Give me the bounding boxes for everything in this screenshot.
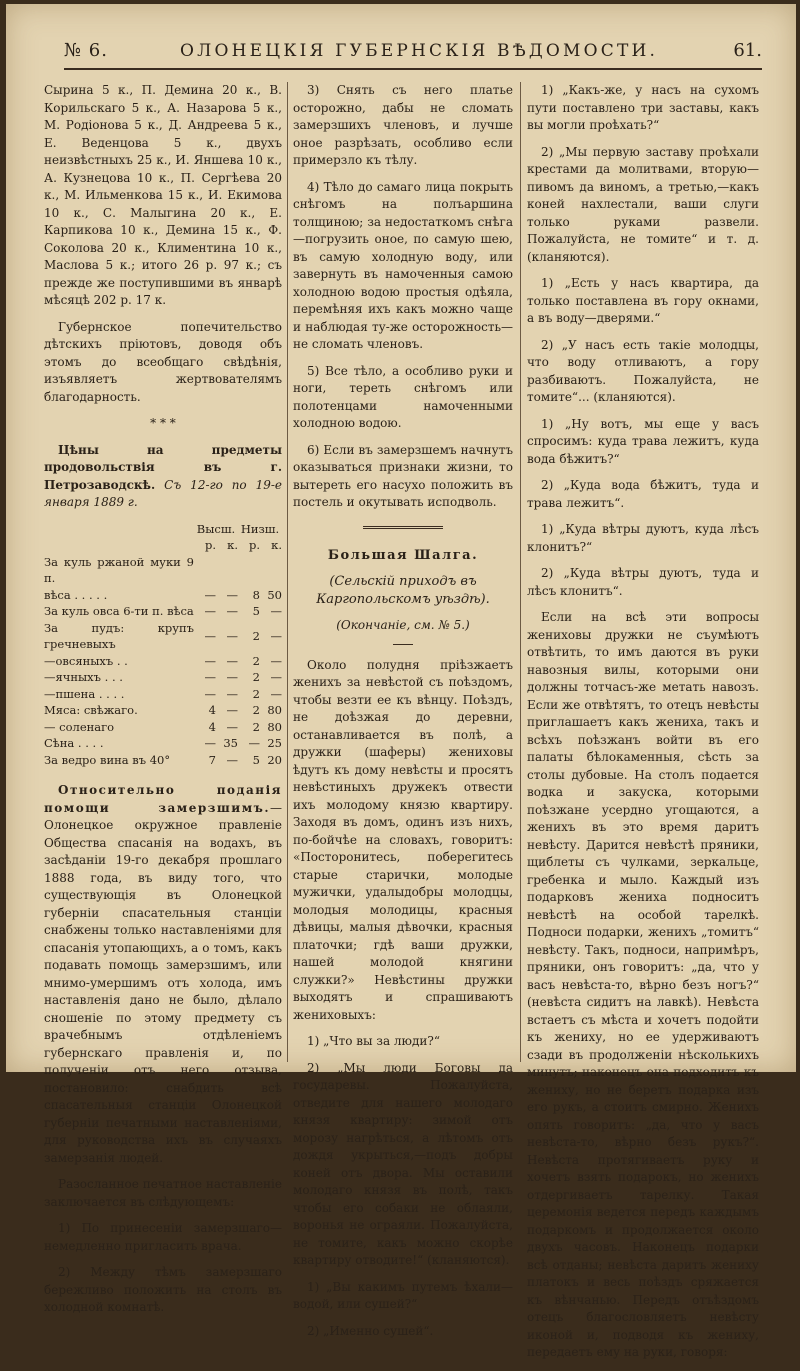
low-kop: — <box>270 628 282 643</box>
dialogue-line: 1) „Какъ-же, у насъ на сухомъ пути поставлено три заставы, какъ вы могли проѣхать?“ <box>527 83 759 132</box>
high-kop: — <box>226 653 238 668</box>
high-rub: 4 <box>208 703 216 717</box>
prices-heading <box>44 442 282 512</box>
price-row <box>44 752 282 769</box>
high-kop: — <box>226 604 238 618</box>
header-rule <box>64 68 762 70</box>
price-item: За пудъ: крупъ гречневыхъ <box>44 620 194 651</box>
short-divider <box>393 644 413 645</box>
price-row <box>44 669 282 686</box>
story-paragraph: Около полудня пріѣзжаетъ женихъ за невѣстой съ поѣздомъ, чтобы везти ее къ вѣнцу. Поѣздъ, не доѣзжая до деревни, останавливается въ полѣ, а дружки (шаферы) жениховы ѣдутъ къ дому невѣсты и просятъ невѣстиныхъ дружекъ отвести ихъ молодому князю квартиру. Заходя въ домъ, одинъ изъ нихъ, по-бойчѣе на словахъ, говоритъ: «Посторонитесь, поберегитесь старые старички, молодые мужички, удалыдобры молодцы, молодыя молодицы, красныя дѣвицы, малыя дѣвочки, красныя платочки; гдѣ ваши дружки, нашей молодой княгини служки?» Невѣстины дружки выходятъ и спрашиваютъ жениховыхъ: <box>293 657 513 1022</box>
price-item: —ячныхъ . . . <box>44 670 123 684</box>
low-rub: 5 <box>252 752 260 767</box>
instruction-1: 1) По принесеніи замерзшаго—немедленно пригласить врача. <box>44 1221 282 1253</box>
low-kop: 20 <box>267 752 282 767</box>
high-rub <box>194 554 216 587</box>
high-kop: — <box>226 686 238 701</box>
prices-title: Цѣны на предметы продовольствія въ г. Петрозаводскѣ. <box>44 442 282 492</box>
price-item: — соленаго <box>44 719 115 734</box>
low-kop: — <box>270 653 282 668</box>
help-text: —Олонецкое окружное правленіе Общества спасанія на водахъ, въ засѣданіи 19-го декабря прошлаго 1888 года, въ виду того, что существующія въ Олонецкой губерніи спасательныя станціи снабжены только наставленіями для спасанія утопающихъ, а о томъ, какъ подавать помощь замерзшимъ, или мнимо-умершимъ отъ холода, имъ наставленія дано не было, дѣлало сношеніе по этому предмету съ врачебнымъ отдѣленіемъ губернскаго правленія и, по полученіи отъ него отзыва, постановило: снабдить всѣ спасательныя станціи Олонецкой губерніи печатными наставленіями, для руководства ихъ въ случаяхъ замерзанія людей. <box>44 800 282 1165</box>
issue-number: № 6. <box>64 40 108 61</box>
help-title: Относительно поданія помощи замерзшимъ. <box>44 783 282 815</box>
column-2 <box>293 82 513 1349</box>
price-item: —пшена . . . . <box>44 686 125 701</box>
dialogue-line: 1) „Есть у насъ квартира, да только поставлена въ гору окнами, а въ воду—дверями.“ <box>527 276 759 325</box>
high-rub: — <box>204 604 216 618</box>
low-rub: 2 <box>252 653 260 668</box>
dialogue-line: 2) „Мы первую заставу проѣхали крестами да молитвами, вторую—пивомъ да виномъ, а третью,—какъ коней нахлестали, ваши слуги только руками развели. Пожалуйста, не томите“ и т. д. (кланяются). <box>527 144 759 264</box>
low-kop: 25 <box>267 736 282 750</box>
high-kop: 35 <box>223 736 238 750</box>
section-stars: * * * <box>150 416 176 430</box>
high-header: Высш. <box>196 521 236 536</box>
instruction-5: 5) Все тѣло, а особливо руки и ноги, тереть снѣгомъ или полотенцами намоченными холодною водою. <box>293 363 513 430</box>
page-header <box>30 38 770 74</box>
dialogue-line: 2) „У насъ есть такіе молодцы, что воду отливаютъ, а гору разбиваютъ. Пожалуйста, не томите“... (кланяются). <box>527 337 759 404</box>
low-kop: 50 <box>267 587 282 602</box>
instruction-4: 4) Тѣло до самаго лица покрыть снѣгомъ на полъаршина толщиною; за недостаткомъ снѣга—погрузить оное, по самую шею, въ самую холодную воду, или завернуть въ намоченныя самою холодною водою простыя одѣяла, перемѣняя ихъ какъ можно чаще и наблюдая ту-же осторожность—не сломать членовъ. <box>293 179 513 351</box>
high-rub: 7 <box>208 752 216 767</box>
instruction-6: 6) Если въ замерзшемъ начнутъ оказываться признаки жизни, то вытереть его насухо положить въ постель и окутывать исподволь. <box>293 442 513 509</box>
high-rub: — <box>204 628 216 643</box>
donor-list: Сырина 5 к., П. Демина 20 к., В. Корильскаго 5 к., А. Назарова 5 к., М. Родіонова 5 к., Д. Андреева 5 к., Е. Веденцова 5 к., двухъ неизвѣстныхъ 25 к., И. Яншева 10 к., А. Кузнецова 10 к., П. Сергѣева 20 к., М. Ильменкова 15 к., И. Екимова 10 к., С. Малыгина 20 к., Е. Карпикова 10 к., Демина 15 к., Ф. Соколова 20 к., Климентина 10 к., Маслова 5 к.; итого 26 р. 97 к.; съ прежде же поступившими въ январѣ мѣсяцѣ 202 р. 17 к. <box>44 83 282 307</box>
instruction-3: 3) Снять съ него платье осторожно, дабы не сломать замерзшихъ членовъ, и лучше оное разрѣзать, особливо если примерзло къ тѣлу. <box>293 83 513 167</box>
newspaper-title: ОЛОНЕЦКІЯ ГУБЕРНСКІЯ ВѢДОМОСТИ. <box>180 41 659 61</box>
dialogue-line: 1) „Куда вѣтры дуютъ, куда лѣсъ клонитъ?“ <box>527 522 759 554</box>
story-title: Большая Шалга. <box>327 547 479 563</box>
dialogue-line: 1) „Ну вотъ, мы еще у васъ спросимъ: куда трава лежитъ, куда вода бѣжитъ?“ <box>527 416 759 466</box>
price-units-row <box>44 537 282 554</box>
price-item: Мяса: свѣжаго. <box>44 703 138 717</box>
dialogue-line: 2) „Куда вѣтры дуютъ, туда и лѣсъ клонитъ“. <box>527 566 759 598</box>
high-kop: — <box>226 587 238 602</box>
low-header: Низш. <box>240 521 280 536</box>
low-kop: — <box>270 686 282 701</box>
price-item: вѣса . . . . . <box>44 587 108 602</box>
column-1 <box>44 82 282 1326</box>
story-subtitle: (Сельскій приходъ въ Каргопольскомъ уѣздѣ). <box>316 574 490 607</box>
low-kop: — <box>270 670 282 684</box>
price-item: Сѣна . . . . <box>44 736 104 750</box>
dialogue-line: 2) „Мы люди Боговы да государевы. Пожалуйста, отведите для нашего молодаго князя квартиру: зимой отъ морозу нагрѣться, а лѣтомъ отъ дождя укрыться,—подъ добры коней отъ двора. Мы оставили молодаго князя въ полѣ, такъ чтобы его собаки не облаяли, воронья не ограяли. Пожалуйста, не томите, какъ можно скорѣе квартиру отводите!“ (кланяются). <box>293 1060 513 1267</box>
high-rub: — <box>204 670 216 684</box>
dialogue-line: 1) „Вы какимъ путемъ ѣхали—водой, или сушей?“ <box>293 1279 513 1311</box>
price-item: За ведро вина въ 40° <box>44 752 171 767</box>
price-row <box>44 587 282 604</box>
price-row <box>44 719 282 736</box>
low-rub: 2 <box>252 703 260 717</box>
dialogue-line: 2) „Куда вода бѣжитъ, туда и трава лежитъ“. <box>527 478 759 510</box>
low-rub: 2 <box>252 628 260 643</box>
high-kop <box>216 554 238 587</box>
price-row <box>44 686 282 703</box>
high-rub: — <box>204 587 216 602</box>
price-header-row <box>44 521 282 538</box>
unit-kop: к. <box>271 538 282 552</box>
price-row <box>44 620 282 653</box>
low-rub: — <box>248 736 260 750</box>
story-paragraph: Если на всѣ эти вопросы жениховы дружки не съумѣютъ отвѣтить, то имъ даются въ руки навозныя вилы, которыми они должны тотчасъ-же метать навозъ. Если же отвѣтятъ, то отецъ невѣсты приглашаетъ какъ жениха, такъ и всѣхъ поѣзжанъ войти въ его палаты бѣлокаменныя, сѣсть за столы дубовые. На столъ подается водка и закуска, которыми поѣзжане усердно угощаются, а женихъ въ это время даритъ невѣсту. Дарится невѣстѣ пряники, щиблеты съ чулками, зеркальце, гребенка и мыло. Каждый изъ подарковъ жениха подноситъ невѣстѣ на особой тарелкѣ. Подноси подарки, женихъ „томитъ“ невѣсту. Такъ, подноси, напримѣръ, пряники, онъ говоритъ: „да, что у васъ невѣста-то, вѣрно безъ ногъ?“ (невѣста сидитъ на лавкѣ). Невѣста встаетъ съ мѣста и хочетъ подойти къ жениху, но ее удерживаютъ сзади въ продолженіи нѣсколькихъ минутъ; наконецъ она подходитъ къ жениху, но не беретъ подарка изъ его рукъ, а стоитъ смирно. Женихъ опять говоритъ: „да, что у васъ невѣста-то, вѣрно безъ рукъ?“. Невѣста протягиваетъ руку и хочетъ взять подарокъ, но женихъ отдергиваетъ тарелку. Такая церемонія ведется передъ каждымъ подаркомъ и продолжается около двухъ часовъ. Наконецъ подарки всѣ отданы; невѣста даритъ жениху платокъ и весь поѣздъ сряжается къ вѣнчанью. Передъ отъѣздомъ отецъ благословляетъ невѣсту иконой и, подводя къ жениху, передаетъ ему на руки, говоря: <box>527 610 759 1359</box>
column-divider <box>520 82 521 1062</box>
low-rub: 5 <box>252 604 260 618</box>
price-row <box>44 653 282 670</box>
low-kop: — <box>270 604 282 618</box>
low-rub: 2 <box>252 719 260 734</box>
low-kop: 80 <box>267 703 282 717</box>
unit-kop: к. <box>227 538 238 552</box>
low-kop: 80 <box>267 719 282 734</box>
dialogue-line: 1) „Что вы за люди?“ <box>307 1034 440 1048</box>
low-rub <box>238 554 260 587</box>
help-section <box>44 782 282 1167</box>
price-row <box>44 603 282 620</box>
column-3 <box>527 82 759 1371</box>
price-item: —овсяныхъ . . <box>44 653 128 668</box>
instruction-2: 2) Между тѣмъ замерзшаго бережливо положить на столъ въ холодной комнатѣ. <box>44 1265 282 1314</box>
column-divider <box>287 82 288 1062</box>
instructions-intro: Разосланное печатное наставленіе заключается въ слѣдующемъ: <box>44 1177 282 1209</box>
high-rub: — <box>204 686 216 701</box>
unit-rub: р. <box>248 538 260 552</box>
high-kop: — <box>226 719 238 734</box>
high-kop: — <box>226 628 238 643</box>
high-rub: 4 <box>208 719 216 734</box>
price-row <box>44 702 282 719</box>
high-rub: — <box>204 653 216 668</box>
prices-dates: Съ 12-го по 19-е января 1889 г. <box>44 477 282 509</box>
low-kop <box>260 554 282 587</box>
high-kop: — <box>226 670 238 684</box>
newspaper-page <box>6 4 796 1359</box>
high-rub: — <box>204 736 216 750</box>
story-continuation: (Окончаніе, см. № 5.) <box>336 618 470 632</box>
low-rub: 2 <box>252 686 260 701</box>
high-kop: — <box>226 752 238 767</box>
price-row <box>44 554 282 587</box>
high-kop: — <box>226 703 238 717</box>
price-item: За куль овса 6-ти п. вѣса <box>44 604 194 618</box>
unit-rub: р. <box>204 538 216 552</box>
price-item: За куль ржаной муки 9 п. <box>44 554 194 585</box>
thanks-paragraph: Губернское попечительство дѣтскихъ пріютовъ, доводя объ этомъ до всеобщаго свѣдѣнія, изъявляетъ жертвователямъ благодарность. <box>44 319 282 404</box>
page-number: 61. <box>733 40 762 61</box>
low-rub: 2 <box>252 670 260 684</box>
dialogue-line: 2) „Именно сушей“. <box>307 1323 434 1338</box>
price-row <box>44 735 282 752</box>
section-divider <box>363 526 443 529</box>
low-rub: 8 <box>252 587 260 602</box>
price-table <box>44 521 282 769</box>
